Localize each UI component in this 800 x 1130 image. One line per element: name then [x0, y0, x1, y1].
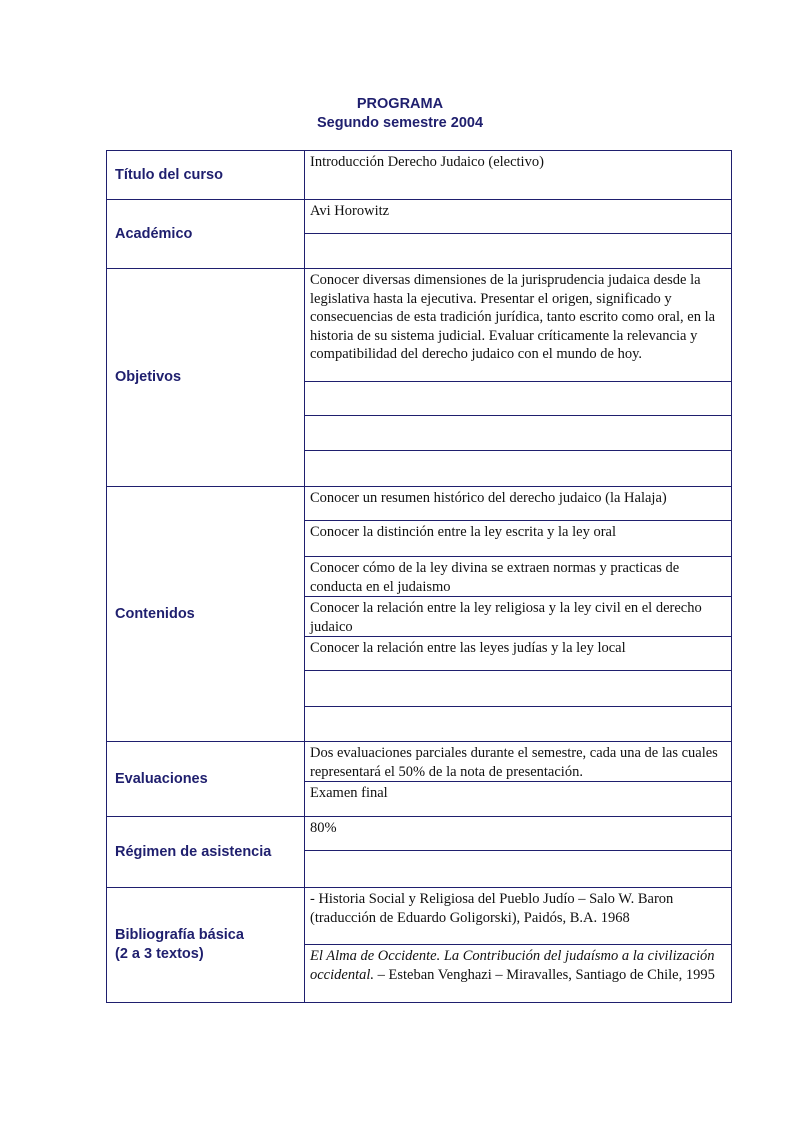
row-contenidos: [107, 487, 732, 521]
bibliografia-item-1: - Historia Social y Religiosa del Pueblo Judío – Salo W. Baron (traducción de Eduardo Goligorski), Paidós, B.A. 1968: [305, 888, 732, 945]
contenido-item-5: Conocer la relación entre las leyes judías y la ley local: [305, 637, 732, 671]
label-evaluaciones: Evaluaciones: [107, 742, 305, 817]
label-bibliografia-line2: (2 a 3 textos): [115, 946, 204, 962]
empty-cell: [305, 671, 732, 707]
bibliografia-item-2: [305, 945, 732, 1003]
contenido-item-1: Conocer un resumen histórico del derecho judaico (la Halaja): [305, 487, 732, 521]
bibliografia-item-2-title: El Alma de Occidente. La Contribución del judaísmo a la civilización occidental.: [310, 948, 715, 983]
program-table: [106, 150, 732, 1003]
document-title: PROGRAMA: [356, 96, 444, 112]
value-objetivos: Conocer diversas dimensiones de la jurisprudencia judaica desde la legislativa hasta la ejecutiva. Presentar el origen, significado y consecuencias de esta tradición jurídica, tanto escrito como oral, en la historia de su sistema judicial. Evaluar críticamente la relevancia y compatibilidad del derecho judaico con el mundo de hoy.: [305, 269, 732, 382]
row-academico: [107, 200, 732, 234]
value-asistencia: 80%: [305, 817, 732, 851]
empty-cell: [305, 851, 732, 888]
label-contenidos: Contenidos: [107, 487, 305, 742]
empty-cell: [305, 451, 732, 487]
bibliografia-item-2-rest: – Esteban Venghazi – Miravalles, Santiago de Chile, 1995: [374, 966, 715, 983]
row-bibliografia: [107, 888, 732, 945]
empty-cell: [305, 382, 732, 416]
contenido-item-3: Conocer cómo de la ley divina se extraen normas y practicas de conducta en el judaismo: [305, 557, 732, 597]
row-asistencia: [107, 817, 732, 851]
evaluacion-item-2: Examen final: [305, 782, 732, 817]
label-titulo: Título del curso: [107, 151, 305, 200]
document-subtitle: Segundo semestre 2004: [316, 115, 484, 131]
empty-cell: [305, 234, 732, 269]
evaluacion-item-1: Dos evaluaciones parciales durante el semestre, cada una de las cuales representará el 50% de la nota de presentación.: [305, 742, 732, 782]
value-academico: Avi Horowitz: [305, 200, 732, 234]
row-evaluaciones: [107, 742, 732, 782]
label-objetivos: Objetivos: [107, 269, 305, 487]
contenido-item-4: Conocer la relación entre la ley religiosa y la ley civil en el derecho judaico: [305, 597, 732, 637]
label-asistencia: Régimen de asistencia: [107, 817, 305, 888]
row-titulo: [107, 151, 732, 200]
label-bibliografia: [107, 888, 305, 1003]
empty-cell: [305, 416, 732, 451]
label-academico: Académico: [107, 200, 305, 269]
value-titulo: Introducción Derecho Judaico (electivo): [305, 151, 732, 200]
contenido-item-2: Conocer la distinción entre la ley escrita y la ley oral: [305, 521, 732, 557]
document-header: [0, 95, 800, 133]
label-bibliografia-line1: Bibliografía básica: [115, 927, 244, 943]
empty-cell: [305, 707, 732, 742]
row-objetivos: [107, 269, 732, 382]
